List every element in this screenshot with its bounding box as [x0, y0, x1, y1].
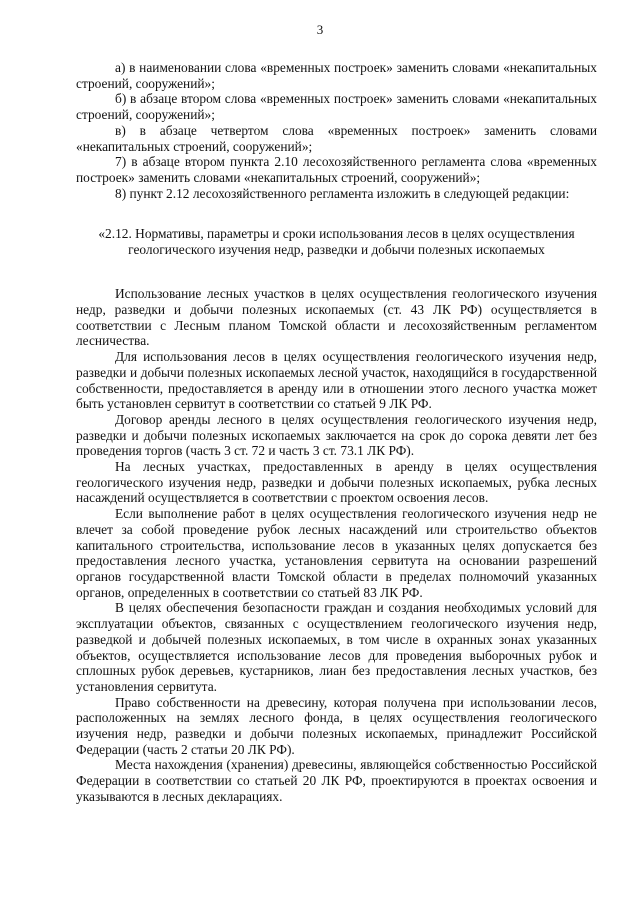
paragraph: Места нахождения (хранения) древесины, являющейся собственностью Российской Федерации в соответствии со статьей 20 ЛК РФ, проектируются в проектах освоения и указываются в лесных декларациях.: [76, 757, 597, 804]
paragraph: В целях обеспечения безопасности граждан и создания необходимых условий для эксплуатации объектов, связанных с осуществлением геологического изучения недр, разведкой и добычей полезных ископаемых, в том числе в охранных зонах указанных объектов, осуществляется использование лесов для проведения выборочных рубок и сплошных рубок деревьев, кустарников, лиан без предоставления лесных участков, без установления сервитута.: [76, 600, 597, 694]
paragraph: Договор аренды лесного в целях осуществления геологического изучения недр, разведки и добычи полезных ископаемых заключается на срок до сорока девяти лет без проведения торгов (часть 3 ст. 72 и часть 3 ст. 73.1 ЛК РФ).: [76, 411, 597, 459]
amendment-item-8: 8) пункт 2.12 лесохозяйственного регламента изложить в следующей редакции:: [115, 185, 570, 201]
paragraph: Для использования лесов в целях осуществления геологического изучения недр, разведки и добычи полезных ископаемых лесной участок, находящийся в государственной собственности, предоставляется в аренду или в отношении этого лесного участка может быть установлен сервитут в соответствии со статьей 9 ЛК РФ.: [76, 349, 597, 412]
paragraph: На лесных участках, предоставленных в аренду в целях осуществления геологического изучения недр, разведки и добычи полезных ископаемых, рубка лесных насаждений осуществляется в соответствии с проектом освоения лесов.: [76, 459, 597, 506]
section-heading-block: [76, 226, 597, 258]
paragraph: Использование лесных участков в целях осуществления геологического изучения недр, разведки и добычи полезных ископаемых (ст. 43 ЛК РФ) осуществляется в соответствии с Лесным планом Томской области и лесохозяйственным регламентом лесничества.: [76, 286, 597, 349]
amendment-item-a: а) в наименовании слова «временных построек» заменить словами «некапитальных строений, сооружений»;: [76, 60, 597, 91]
section-heading: «2.12. Нормативы, параметры и сроки использования лесов в целях осуществления геологического изучения недр, разведки и добычи полезных ископаемых: [98, 226, 575, 258]
paragraph: Право собственности на древесину, которая получена при использовании лесов, расположенных на землях лесного фонда, в целях осуществления геологического изучения недр, разведки и добычи полезных ископаемых, принадлежит Российской Федерации (часть 2 статьи 20 ЛК РФ).: [76, 694, 597, 757]
amendment-item-b: б) в абзаце втором слова «временных построек» заменить словами «некапитальных строений, сооружений»;: [76, 91, 597, 123]
amendment-item-7: 7) в абзаце втором пункта 2.10 лесохозяйственного регламента слова «временных построек» заменить словами «некапитальных строений, сооружений»;: [76, 154, 597, 185]
paragraph: Если выполнение работ в целях осуществления геологического изучения недр не влечет за собой проведение рубок лесных насаждений или строительство объектов капитального строительства, использование лесов в указанных целях допускается без предоставления лесного участка, установления сервитута на основании разрешений органов государственной власти Томской области в пределах полномочий указанных органов, определенных в соответствии со статьей 83 ЛК РФ.: [76, 506, 597, 600]
page-number: 3: [316, 22, 324, 37]
document-body: [76, 60, 597, 805]
amendment-item-v: в) в абзаце четвертом слова «временных построек» заменить словами «некапитальных строений, сооружений»;: [76, 122, 597, 154]
